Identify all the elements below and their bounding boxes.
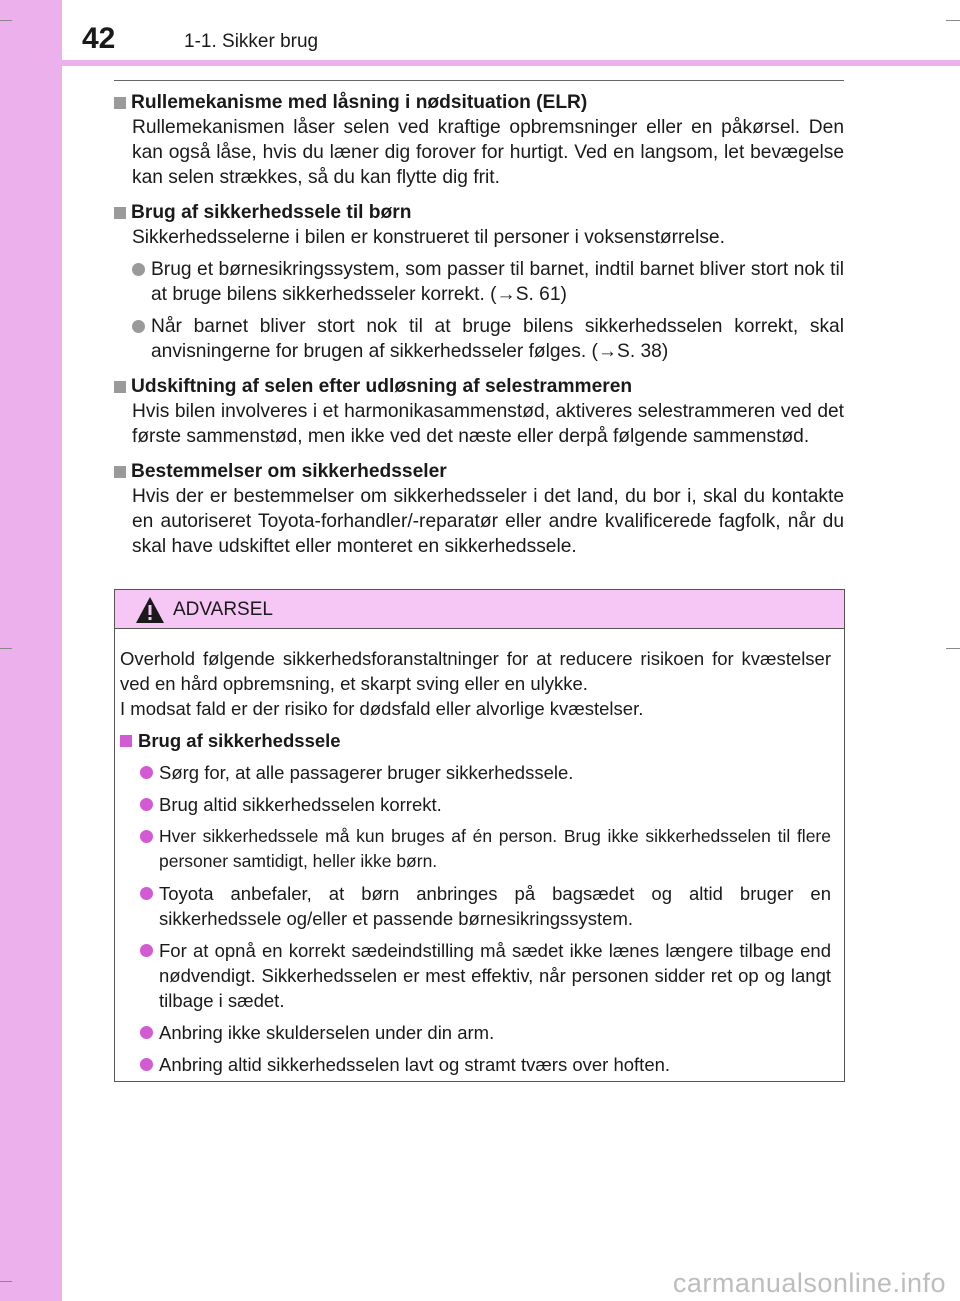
section-text: Hvis bilen involveres i et harmonikasammenstød, aktiveres selestrammeren ved det første sammenstød, men ikke ved det næste eller derpå følgende sammenstød. — [132, 401, 844, 447]
round-bullet-icon — [132, 320, 145, 333]
section-text: Hvis der er bestemmelser om sikkerhedsseler i det land, du bor i, skal du kontakte en autoriseret Toyota-forhandler/-reparatør eller andre kvalificerede fagfolk, når du skal have udskiftet eller monteret en sikkerhedssele. — [132, 486, 844, 557]
round-bullet-icon — [140, 944, 153, 957]
section-heading-text: Brug af sikkerhedssele til børn — [131, 202, 412, 223]
warning-section-heading — [120, 728, 831, 753]
section-heading — [114, 90, 844, 115]
warning-triangle-icon — [135, 596, 165, 624]
warning-header — [115, 590, 844, 629]
list-item — [140, 938, 831, 1013]
list-item — [132, 257, 844, 307]
header-rule — [62, 60, 960, 66]
warning-box — [114, 589, 845, 1082]
warning-heading-text: Brug af sikkerhedssele — [138, 730, 341, 751]
section-heading — [114, 200, 844, 225]
section-heading — [114, 459, 844, 484]
section-heading-text: Bestemmelser om sikkerhedsseler — [131, 461, 447, 482]
list-item-text: Brug et børnesikringssystem, som passer til barnet, indtil barnet bliver stort nok til at bruge bilens sikkerhedsseler korrekt. (→S. 61) — [151, 259, 844, 305]
list-item-text: Hver sikkerhedssele må kun bruges af én person. Brug ikke sikkerhedsselen til flere personer samtidigt, heller ikke børn. — [159, 826, 831, 871]
round-bullet-icon — [140, 1026, 153, 1039]
square-bullet-icon — [114, 97, 126, 109]
square-bullet-icon — [114, 207, 126, 219]
round-bullet-icon — [132, 263, 145, 276]
square-bullet-icon — [114, 381, 126, 393]
list-item-text: Anbring altid sikkerhedsselen lavt og stramt tværs over hoften. — [159, 1054, 671, 1075]
warning-intro: I modsat fald er der risiko for dødsfald eller alvorlige kvæstelser. — [120, 698, 644, 719]
section-text: Sikkerhedsselerne i bilen er konstrueret til personer i voksenstørrelse. — [132, 227, 725, 248]
crop-mark — [946, 648, 960, 649]
list-item-text: Når barnet bliver stort nok til at bruge bilens sikkerhedsselen korrekt, skal anvisningerne for brugen af sikkerhedsseler følges. (→S. 38) — [151, 316, 844, 362]
list-item — [140, 760, 831, 785]
square-bullet-icon — [114, 466, 126, 478]
section-heading-text: Rullemekanisme med låsning i nødsituation (ELR) — [131, 92, 588, 113]
list-item — [140, 1020, 831, 1045]
section-heading — [114, 374, 844, 399]
round-bullet-icon — [140, 798, 153, 811]
crop-mark — [0, 648, 12, 649]
round-bullet-icon — [140, 1058, 153, 1071]
divider — [114, 80, 844, 81]
list-item-text: For at opnå en korrekt sædeindstilling må sædet ikke lænes længere tilbage end nødvendigt. Sikkerhedsselen er mest effektiv, når personen sidder ret op og langt tilbage i sædet. — [159, 940, 831, 1011]
main-content — [114, 90, 844, 559]
page-number: 42 — [82, 22, 116, 55]
warning-intro: Overhold følgende sikkerhedsforanstaltninger for at reducere risikoen for kvæstelser ved en hård opbremsning, et skarpt sving eller en ulykke. — [120, 648, 831, 694]
list-item-text: Toyota anbefaler, at børn anbringes på bagsædet og altid bruger en sikkerhedssele og/eller et passende børnesikringssystem. — [159, 883, 831, 929]
list-item-text: Anbring ikke skulderselen under din arm. — [159, 1022, 495, 1043]
watermark: carmanualsonline.info — [672, 1268, 946, 1298]
list-item — [132, 314, 844, 364]
round-bullet-icon — [140, 766, 153, 779]
section-text: Rullemekanismen låser selen ved kraftige opbremsninger eller en påkørsel. Den kan også låse, hvis du læner dig forover for hurtigt. Ved en langsom, let bevægelse kan selen strækkes, så du kan flytte dig frit. — [132, 117, 844, 188]
side-color-band — [0, 0, 62, 1301]
list-item — [140, 1052, 831, 1077]
list-item-text: Sørg for, at alle passagerer bruger sikkerhedssele. — [159, 762, 574, 783]
list-item — [140, 824, 831, 874]
crop-mark — [946, 20, 960, 21]
round-bullet-icon — [140, 830, 153, 843]
crop-mark — [0, 1281, 12, 1282]
crop-mark — [0, 20, 12, 21]
list-item — [140, 881, 831, 931]
square-bullet-icon — [120, 735, 132, 747]
list-item — [140, 792, 831, 817]
round-bullet-icon — [140, 887, 153, 900]
chapter-title: 1-1. Sikker brug — [184, 31, 319, 52]
list-item-text: Brug altid sikkerhedsselen korrekt. — [159, 794, 442, 815]
section-heading-text: Udskiftning af selen efter udløsning af selestrammeren — [131, 376, 633, 397]
warning-label: ADVARSEL — [173, 599, 273, 620]
warning-body — [115, 629, 844, 1077]
